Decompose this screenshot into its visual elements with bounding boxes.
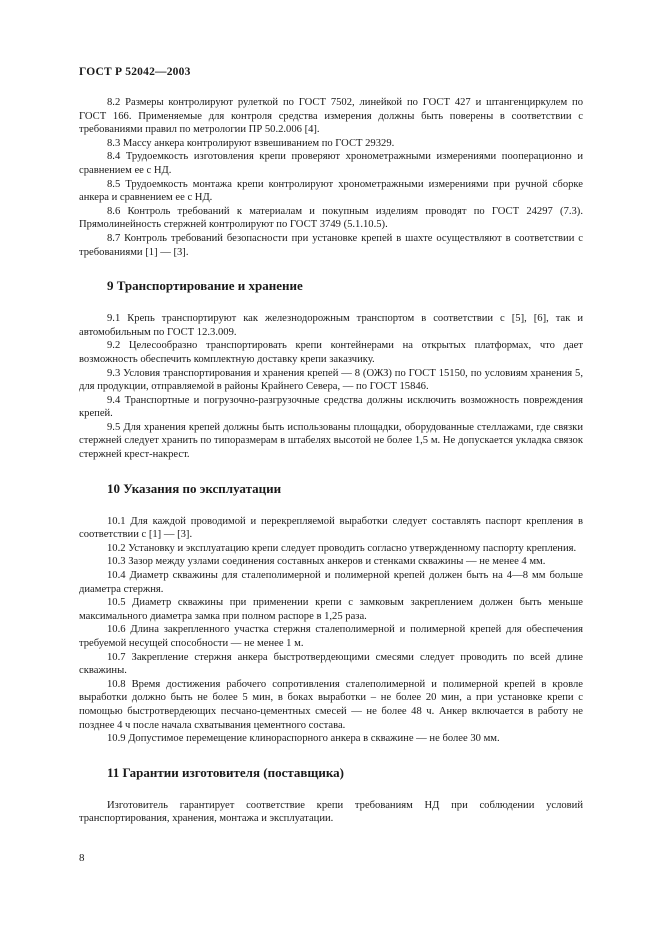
page-number: 8 — [79, 852, 85, 864]
paragraph-10-6: 10.6 Длина закрепленного участка стержня сталеполимерной и полимерной крепей для обеспечения требуемой несущей способности — не менее 1 м. — [79, 624, 583, 649]
page-header: ГОСТ Р 52042—2003 — [79, 66, 191, 78]
paragraph-8-7: 8.7 Контроль требований безопасности при установке крепей в шахте осуществляют в соответствии с требованиями [1] — [3]. — [79, 232, 583, 258]
paragraph-10-9: 10.9 Допустимое перемещение клинораспорного анкера в скважине — не более 30 мм. — [107, 733, 500, 745]
paragraph-8-2: 8.2 Размеры контролируют рулеткой по ГОСТ 7502, линейкой по ГОСТ 427 и штангенциркулем по ГОСТ 166. Применяемые для контроля средства измерения должны быть поверены в соответствии с требованиями правил по метрологии ПР 50.2.006 [4]. — [79, 97, 583, 136]
paragraph-10-3: 10.3 Зазор между узлами соединения составных анкеров и стенками скважины — не менее 4 мм. — [107, 556, 546, 568]
paragraph-8-6: 8.6 Контроль требований к материалам и покупным изделиям проводят по ГОСТ 24297 (7.3). Прямолинейность стержней контролируют по ГОСТ 3749 (5.1.10.5). — [79, 205, 583, 231]
paragraph-10-8: 10.8 Время достижения рабочего сопротивления сталеполимерной и полимерной крепей в кровле выработки должно быть не более 5 мин, в боках выработки – не более 20 мин, а при установке крепи с помощью быстротвердеющих песчано-цементных смесей — не более 48 ч. Анкер включается в работу не позднее 4 ч после начала схватывания цементного состава. — [79, 678, 583, 731]
paragraph-8-4: 8.4 Трудоемкость изготовления крепи проверяют хронометражными измерениями пооперационно и сравнением ее с НД. — [79, 151, 583, 176]
paragraph-10-2: 10.2 Установку и эксплуатацию крепи следует проводить согласно утвержденному паспорту крепления. — [107, 542, 577, 554]
paragraph-8-5: 8.5 Трудоемкость монтажа крепи контролируют хронометражными измерениями при ручной сборке анкера и сравнением ее с НД. — [79, 178, 583, 204]
paragraph-10-1: 10.1 Для каждой проводимой и перекрепляемой выработки следует составлять паспорт крепления в соответствии с [1] — [3]. — [79, 515, 583, 541]
paragraph-9-4: 9.4 Транспортные и погрузочно-разгрузочные средства должны исключить возможность повреждения крепей. — [79, 394, 583, 420]
page-content — [79, 96, 583, 826]
paragraph-8-3: 8.3 Массу анкера контролируют взвешиванием по ГОСТ 29329. — [107, 137, 395, 149]
paragraph-11: Изготовитель гарантирует соответствие крепи требованиям НД при соблюдении условий транспортирования, хранения, монтажа и эксплуатации. — [79, 799, 583, 825]
paragraph-9-5: 9.5 Для хранения крепей должны быть использованы площадки, оборудованные стеллажами, где связки стержней следует хранить по типоразмерам в штабелях высотой не более 1,5 м. Не допускается укладка связок стержней крест-накрест. — [79, 421, 583, 461]
section-10-heading: 10 Указания по эксплуатации — [107, 480, 282, 496]
section-8 — [79, 96, 583, 259]
section-11-heading: 11 Гарантии изготовителя (поставщика) — [107, 764, 344, 780]
section-11 — [79, 799, 583, 826]
paragraph-10-4: 10.4 Диаметр скважины для сталеполимерной и полимерной крепей должен быть на 4—8 мм больше диаметра стержня. — [79, 570, 583, 595]
section-10 — [79, 515, 583, 746]
paragraph-9-2: 9.2 Целесообразно транспортировать крепи контейнерами на открытых платформах, что дает возможность обеспечить комплектную доставку крепи заказчику. — [79, 340, 583, 365]
section-9 — [79, 312, 583, 462]
section-9-heading: 9 Транспортирование и хранение — [107, 278, 303, 294]
paragraph-9-1: 9.1 Крепь транспортируют как железнодорожным транспортом в соответствии с [5], [6], так и автомобильным по ГОСТ 12.3.009. — [79, 313, 583, 338]
paragraph-10-7: 10.7 Закрепление стержня анкера быстротвердеющими смесями следует проводить по всей длине скважины. — [79, 651, 583, 677]
paragraph-9-3: 9.3 Условия транспортирования и хранения крепей — 8 (ОЖЗ) по ГОСТ 15150, по условиям хранения 5, для продукции, отправляемой в районы Крайнего Севера, — по ГОСТ 15846. — [79, 367, 583, 393]
paragraph-10-5: 10.5 Диаметр скважины при применении крепи с замковым закреплением должен быть меньше максимального диаметра замка при полном распоре в 1,25 раза. — [79, 597, 583, 622]
